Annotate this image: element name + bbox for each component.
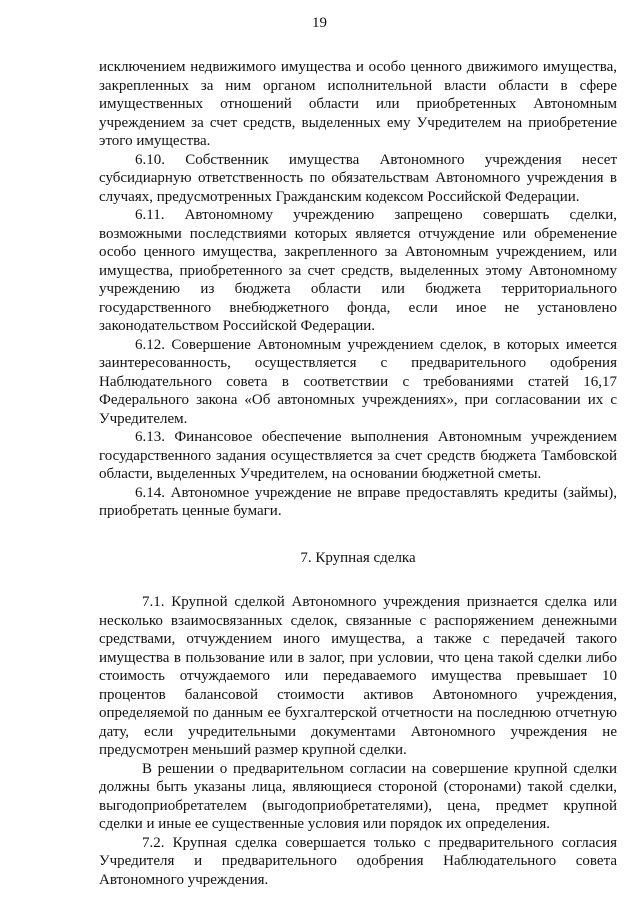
paragraph-6-13: 6.13. Финансовое обеспечение выполнения Автономным учреждением государственного задания осуществляется за счет средств бюджета Тамбовской области, выделенных Учредителем, на основании бюджетной сметы. (99, 429, 617, 482)
document-body (99, 58, 617, 889)
section-heading: 7. Крупная сделка (300, 549, 416, 566)
paragraph-6-10: 6.10. Собственник имущества Автономного учреждения несет субсидиарную ответственность по обязательствам Автономного учреждения в случаях, предусмотренных Гражданским кодексом Российской Федерации. (99, 151, 617, 205)
page-number: 19 (312, 15, 327, 31)
paragraph-6-12: 6.12. Совершение Автономным учреждением сделок, в которых имеется заинтересованность, осуществляется с предварительного одобрения Наблюдательного совета в соответствии с требованиями статей 16,17 Федерального закона «Об автономных учреждениях», при согласовании их с Учредителем. (99, 336, 617, 427)
paragraph-continuation: исключением недвижимого имущества и особо ценного движимого имущества, закрепленных за ним органом исполнительной власти области в сфере имущественных отношений области или приобретенных Автономным учреждением за счет средств, выделенных ему Учредителем на приобретение этого имущества. (99, 59, 617, 149)
paragraph-6-11: 6.11. Автономному учреждению запрещено совершать сделки, возможными последствиями которых является отчуждение или обременение особо ценного имущества, закрепленного за Автономным учреждением, или имущества, приобретенного за счет средств, выделенных этому Автономному учреждению из бюджета области или бюджета территориального государственного внебюджетного фонда, если иное не установлено законодательством Российской Федерации. (99, 207, 617, 334)
paragraph-7-2: 7.2. Крупная сделка совершается только с предварительного согласия Учредителя и предварительного одобрения Наблюдательного совета Автономного учреждения. (99, 834, 617, 888)
paragraph-7-1: 7.1. Крупной сделкой Автономного учреждения признается сделка или несколько взаимосвязанных сделок, связанные с распоряжением денежными средствами, отчуждением иного имущества, а также с передачей такого имущества в пользование или в залог, при условии, что цена такой сделки либо стоимость отчуждаемого или передаваемого имущества превышает 10 процентов балансовой стоимости активов Автономного учреждения, определяемой по данным ее бухгалтерской отчетности на последнюю отчетную дату, если учредительными документами Автономного учреждения не предусмотрен меньший размер крупной сделки. (99, 594, 617, 758)
paragraph-6-14: 6.14. Автономное учреждение не вправе предоставлять кредиты (займы), приобретать ценные бумаги. (99, 484, 617, 519)
paragraph-7-1-decision: В решении о предварительном согласии на совершение крупной сделки должны быть указаны лица, являющиеся стороной (сторонами) такой сделки, выгодоприобретателем (выгодоприобретателями), цена, предмет крупной сделки и иные ее существенные условия или порядок их определения. (99, 760, 617, 832)
